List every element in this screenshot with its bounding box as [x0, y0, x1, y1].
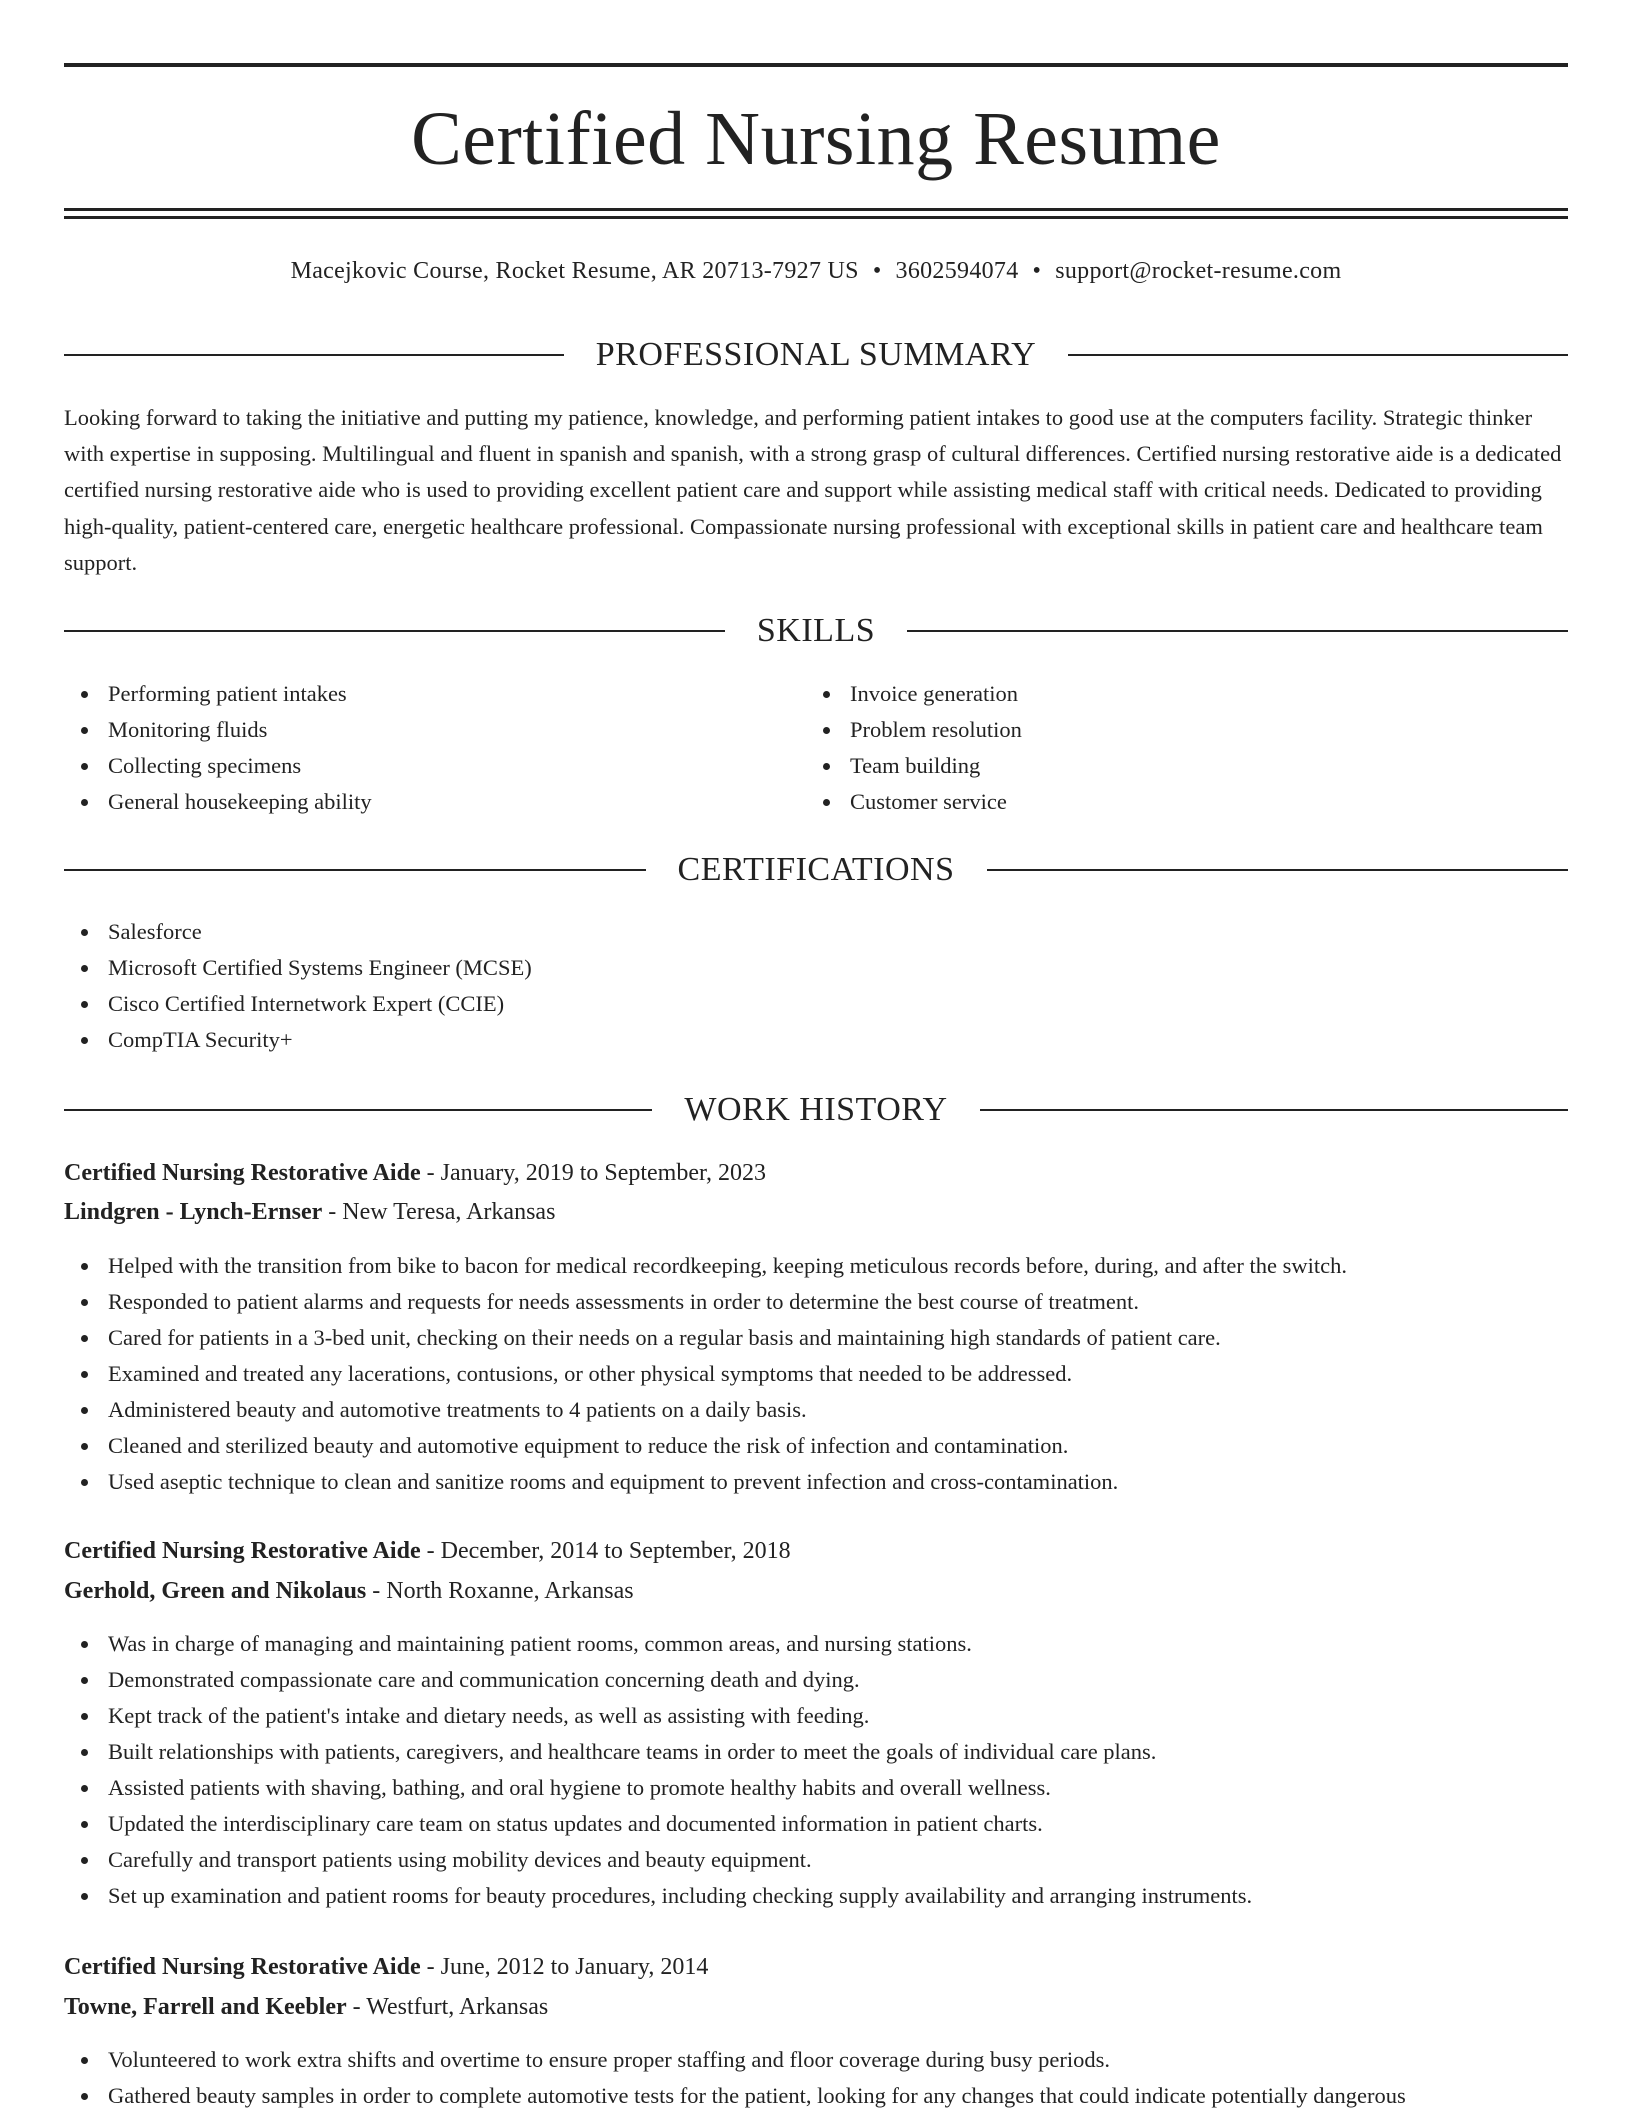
job-location: North Roxanne, Arkansas	[386, 1578, 634, 1604]
title-rule-upper	[64, 208, 1568, 211]
job-duty: Carefully and transport patients using mobility devices and beauty equipment.	[64, 1842, 1568, 1878]
job-duty: Updated the interdisciplinary care team on status updates and documented information in patient charts.	[64, 1806, 1568, 1842]
title-rule-lower	[64, 216, 1568, 219]
heading-rule-left	[64, 630, 725, 632]
contact-email: support@rocket-resume.com	[1055, 258, 1342, 284]
job-duties-list	[64, 1626, 1568, 1914]
certifications-heading	[64, 848, 1568, 892]
job-duty: Built relationships with patients, caregivers, and healthcare teams in order to meet the goals of individual care plans.	[64, 1734, 1568, 1770]
job-duty: Cared for patients in a 3-bed unit, checking on their needs on a regular basis and maintaining high standards of patient care.	[64, 1320, 1568, 1356]
job-duty: Responded to patient alarms and requests for needs assessments in order to determine the best course of treatment.	[64, 1284, 1568, 1320]
job-company-line	[64, 1193, 1568, 1231]
summary-text: Looking forward to taking the initiative and putting my patience, knowledge, and performing patient intakes to good use at the computers facility. Strategic thinker with expertise in supposing. Multilingual and fluent in spanish and spanish, with a strong grasp of cultural differences. Certified nursing restorative aide is a dedicated certified nursing restorative aide who is used to providing excellent patient care and support while assisting medical staff with critical needs. Dedicated to providing high-quality, patient-centered care, energetic healthcare professional. Compassionate nursing professional with exceptional skills in patient care and healthcare team support.	[64, 405, 1562, 575]
heading-rule-right	[1068, 354, 1568, 356]
job-duties-list	[64, 1248, 1568, 1500]
heading-rule-right	[980, 1109, 1568, 1111]
skill-item: Customer service	[806, 784, 1546, 820]
skill-item: Monitoring fluids	[64, 712, 804, 748]
job-title-line	[64, 1154, 1568, 1192]
job-title: Certified Nursing Restorative Aide	[64, 1160, 421, 1186]
skill-item: Collecting specimens	[64, 748, 804, 784]
heading-rule-right	[987, 869, 1569, 871]
job-duty: Gathered beauty samples in order to complete automotive tests for the patient, looking for any changes that could indicate potentially dangerous	[64, 2078, 1568, 2114]
summary-heading-label: PROFESSIONAL SUMMARY	[595, 336, 1037, 373]
job-duties-list	[64, 2042, 1568, 2114]
job-duty: Examined and treated any lacerations, contusions, or other physical symptoms that needed to be addressed.	[64, 1356, 1568, 1392]
job-dash: -	[426, 1954, 435, 1980]
job-title-line	[64, 1532, 1568, 1570]
summary-heading	[64, 333, 1568, 377]
certifications-list	[64, 914, 1568, 1058]
job-dates: January, 2019 to September, 2023	[440, 1160, 767, 1186]
skills-list-right	[806, 676, 1546, 820]
job-dates: December, 2014 to September, 2018	[440, 1538, 791, 1564]
job-dash: -	[426, 1538, 435, 1564]
job-dash: -	[372, 1578, 381, 1604]
job-title: Certified Nursing Restorative Aide	[64, 1954, 421, 1980]
certification-item: CompTIA Security+	[64, 1022, 1568, 1058]
job-duty: Helped with the transition from bike to bacon for medical recordkeeping, keeping meticulous records before, during, and after the switch.	[64, 1248, 1568, 1284]
job-dash: -	[426, 1160, 435, 1186]
skill-item: Invoice generation	[806, 676, 1546, 712]
job-company: Gerhold, Green and Nikolaus	[64, 1578, 367, 1604]
contact-address: Macejkovic Course, Rocket Resume, AR 20713-7927 US	[290, 258, 859, 284]
skill-item: Problem resolution	[806, 712, 1546, 748]
heading-rule-left	[64, 869, 646, 871]
job-duty: Cleaned and sterilized beauty and automotive equipment to reduce the risk of infection and contamination.	[64, 1428, 1568, 1464]
job-duty: Administered beauty and automotive treatments to 4 patients on a daily basis.	[64, 1392, 1568, 1428]
job-dates: June, 2012 to January, 2014	[440, 1954, 709, 1980]
job-location: Westfurt, Arkansas	[366, 1994, 549, 2020]
work-history-heading	[64, 1088, 1568, 1132]
work-history-heading-label: WORK HISTORY	[684, 1091, 948, 1128]
job-duty: Kept track of the patient's intake and dietary needs, as well as assisting with feeding.	[64, 1698, 1568, 1734]
job-duty: Demonstrated compassionate care and communication concerning death and dying.	[64, 1662, 1568, 1698]
job-duty: Volunteered to work extra shifts and overtime to ensure proper staffing and floor coverage during busy periods.	[64, 2042, 1568, 2078]
job-location: New Teresa, Arkansas	[342, 1199, 556, 1225]
job-title: Certified Nursing Restorative Aide	[64, 1538, 421, 1564]
certifications-heading-label: CERTIFICATIONS	[677, 851, 955, 888]
job-dash: -	[328, 1199, 337, 1225]
resume-title: Certified Nursing Resume	[411, 97, 1221, 181]
contact-separator: •	[1032, 258, 1042, 284]
job-duty: Used aseptic technique to clean and sanitize rooms and equipment to prevent infection and cross-contamination.	[64, 1464, 1568, 1500]
skill-item: Performing patient intakes	[64, 676, 804, 712]
contact-phone: 3602594074	[895, 258, 1019, 284]
skill-item: Team building	[806, 748, 1546, 784]
job-duty: Set up examination and patient rooms for beauty procedures, including checking supply availability and arranging instruments.	[64, 1878, 1568, 1914]
heading-rule-left	[64, 1109, 652, 1111]
job-company: Towne, Farrell and Keebler	[64, 1994, 347, 2020]
certification-item: Salesforce	[64, 914, 1568, 950]
contact-separator: •	[872, 258, 882, 284]
job-duty: Assisted patients with shaving, bathing, and oral hygiene to promote healthy habits and overall wellness.	[64, 1770, 1568, 1806]
skills-heading-label: SKILLS	[756, 612, 876, 649]
top-rule	[64, 63, 1568, 67]
job-dash: -	[352, 1994, 361, 2020]
job-company-line	[64, 1572, 1568, 1610]
job-company: Lindgren - Lynch-Ernser	[64, 1199, 323, 1225]
certification-item: Microsoft Certified Systems Engineer (MCSE)	[64, 950, 1568, 986]
skills-list-left	[64, 676, 804, 820]
heading-rule-right	[907, 630, 1568, 632]
heading-rule-left	[64, 354, 564, 356]
skills-heading	[64, 609, 1568, 653]
job-duty: Was in charge of managing and maintaining patient rooms, common areas, and nursing stations.	[64, 1626, 1568, 1662]
contact-line	[64, 254, 1568, 288]
certification-item: Cisco Certified Internetwork Expert (CCIE)	[64, 986, 1568, 1022]
job-company-line	[64, 1988, 1568, 2026]
skill-item: General housekeeping ability	[64, 784, 804, 820]
job-title-line	[64, 1948, 1568, 1986]
